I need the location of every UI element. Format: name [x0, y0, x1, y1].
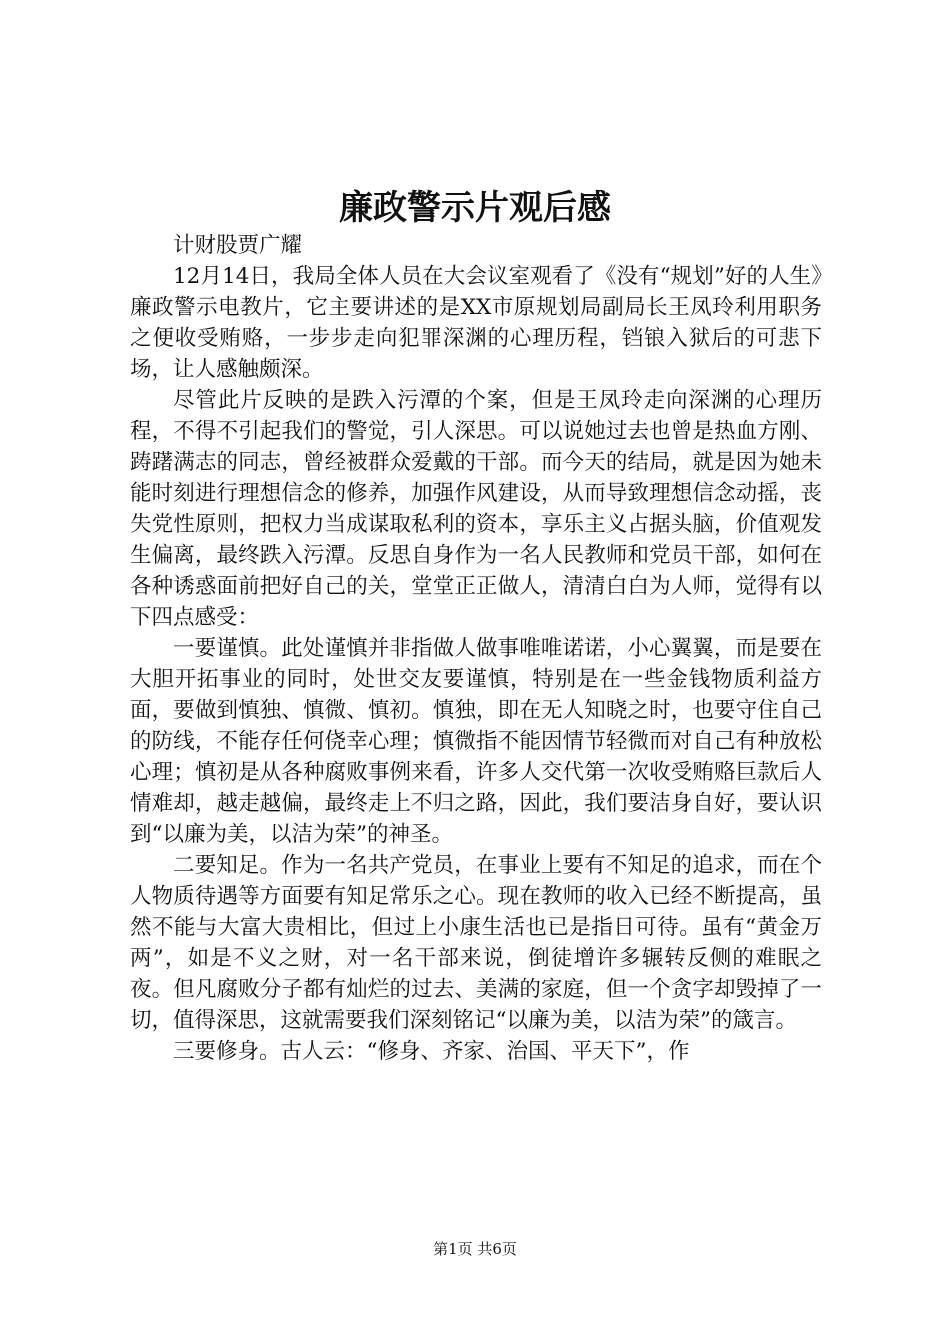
paragraph: 三要修身。古人云：“修身、齐家、治国、平天下”，作 [173, 1039, 690, 1064]
document-title: 廉政警示片观后感 [339, 188, 611, 228]
paragraph: 12月14日，我局全体人员在大会议室观看了《没有“规划”好的人生》廉政警示电教片，它主要讲述的是XX市原规划局副局长王凤玲利用职务之便收受贿赂，一步步走向犯罪深渊的心理历程，铛锒入狱后的可悲下场，让人感触颇深。 [130, 264, 822, 382]
page-number-footer: 第1页 共6页 [433, 1240, 517, 1258]
paragraph: 二要知足。作为一名共产党员，在事业上要有不知足的追求，而在个人物质待遇等方面要有知足常乐之心。现在教师的收入已经不断提高，虽然不能与大富大贵相比，但过上小康生活也已是指日可待。虽有“黄金万两”，如是不义之财，对一名干部来说，倒徒增许多辗转反侧的难眠之夜。但凡腐败分子都有灿烂的过去、美满的家庭，但一个贪字却毁掉了一切，值得深思，这就需要我们深刻铭记“以廉为美，以洁为荣”的箴言。 [130, 853, 822, 1033]
paragraph: 尽管此片反映的是跌入污潭的个案，但是王凤玲走向深渊的心理历程，不得不引起我们的警觉，引人深思。可以说她过去也曾是热血方刚、踌躇满志的同志，曾经被群众爱戴的干部。而今天的结局，就是因为她未能时刻进行理想信念的修养，加强作风建设，从而导致理想信念动摇，丧失党性原则，把权力当成谋取私利的资本，享乐主义占据头脑，价值观发生偏离，最终跌入污潭。反思自身作为一名人民教师和党员干部，如何在各种诱惑面前把好自己的关，堂堂正正做人，清清白白为人师，觉得有以下四点感受： [130, 388, 822, 630]
paragraph: 一要谨慎。此处谨慎并非指做人做事唯唯诺诺，小心翼翼，而是要在大胆开拓事业的同时，处世交友要谨慎，特别是在一些金钱物质利益方面，要做到慎独、慎微、慎初。慎独，即在无人知晓之时，也要守住自己的防线，不能存任何侥幸心理；慎微指不能因情节轻微而对自己有种放松心理；慎初是从各种腐败事例来看，许多人交代第一次收受贿赂巨款后人情难却，越走越偏，最终走上不归之路，因此，我们要洁身自好，要认识到“以廉为美，以洁为荣”的神圣。 [130, 636, 822, 847]
document-body [130, 230, 822, 1067]
author-line: 计财股贾广耀 [173, 233, 303, 258]
